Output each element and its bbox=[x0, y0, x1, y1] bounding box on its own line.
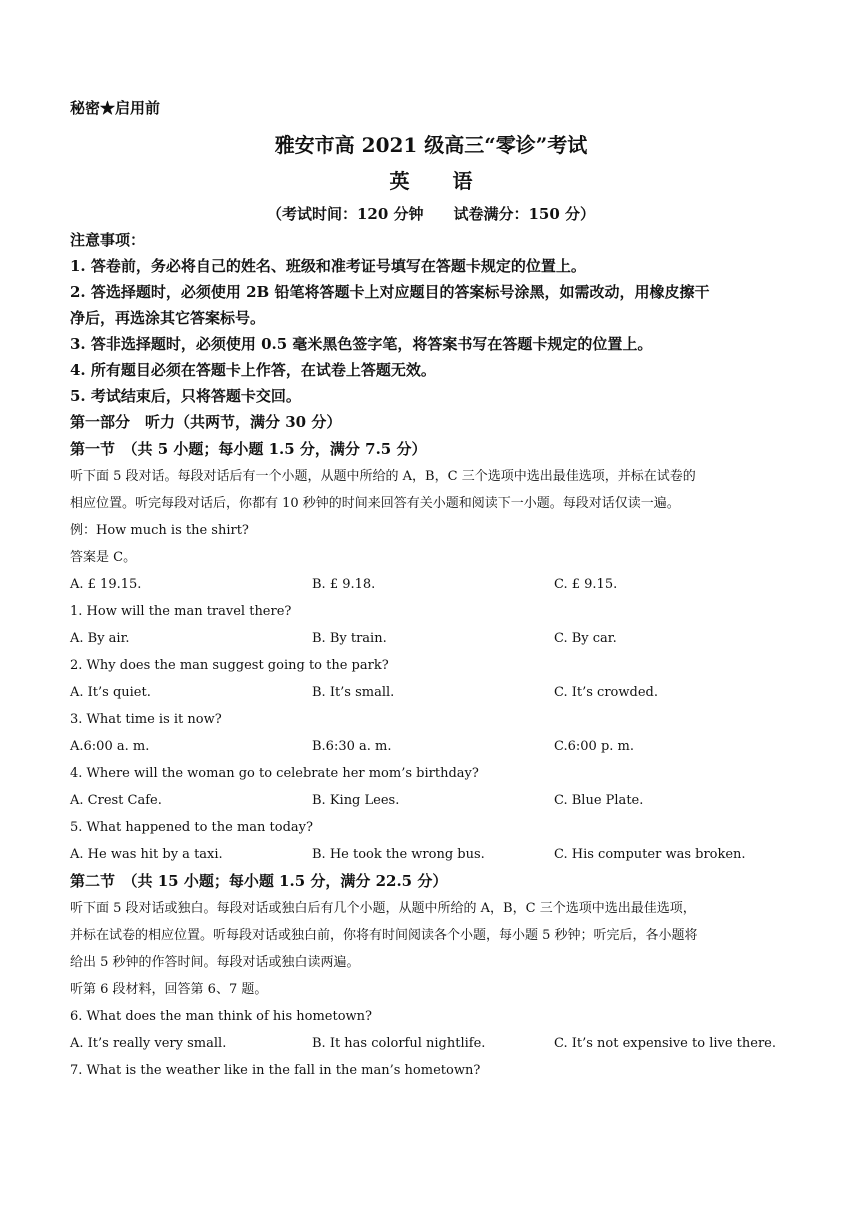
option-b: B. By train. bbox=[312, 631, 387, 646]
question-6-options bbox=[70, 1030, 792, 1057]
question-2-options bbox=[70, 679, 792, 706]
section2-intro: 并标在试卷的相应位置。听每段对话或独白前，你将有时间阅读各个小题，每小题 5 秒钟；听完后，各小题将 bbox=[70, 928, 698, 943]
option-c: C. By car. bbox=[554, 631, 617, 646]
option-a: A. Crest Cafe. bbox=[70, 793, 162, 808]
option-c: C. £ 9.15. bbox=[554, 577, 618, 592]
option-a: A. It’s quiet. bbox=[70, 685, 151, 700]
option-b: B. £ 9.18. bbox=[312, 577, 376, 592]
note-item: 3. 答非选择题时，必须使用 0.5 毫米黑色签字笔，将答案书写在答题卡规定的位置上。 bbox=[70, 335, 653, 353]
option-c: C. Blue Plate. bbox=[554, 793, 644, 808]
example-answer: 答案是 C。 bbox=[70, 550, 137, 565]
exam-page bbox=[70, 95, 792, 1084]
question-5-options bbox=[70, 841, 792, 868]
option-a: A.6:00 a. m. bbox=[70, 739, 150, 754]
part1-heading: 第一部分 听力（共两节，满分 30 分） bbox=[70, 413, 342, 431]
question-1-options bbox=[70, 625, 792, 652]
question-5: 5. What happened to the man today? bbox=[70, 820, 313, 835]
option-b: B.6:30 a. m. bbox=[312, 739, 392, 754]
section1-intro: 听下面 5 段对话。每段对话后有一个小题，从题中所给的 A，B，C 三个选项中选出最佳选项，并标在试卷的 bbox=[70, 469, 696, 484]
option-c: C. It’s not expensive to live there. bbox=[554, 1036, 777, 1051]
subject-title: 英 语 bbox=[389, 169, 491, 193]
option-b: B. King Lees. bbox=[312, 793, 400, 808]
note-item: 2. 答选择题时，必须使用 2B 铅笔将答题卡上对应题目的答案标号涂黑，如需改动，用橡皮擦干 bbox=[70, 283, 710, 301]
question-4: 4. Where will the woman go to celebrate her mom’s birthday? bbox=[70, 766, 479, 781]
option-a: A. £ 19.15. bbox=[70, 577, 142, 592]
section2-heading: 第二节 （共 15 小题；每小题 1.5 分，满分 22.5 分） bbox=[70, 872, 448, 890]
section1-intro: 相应位置。听完每段对话后，你都有 10 秒钟的时间来回答有关小题和阅读下一小题。每段对话仅读一遍。 bbox=[70, 496, 680, 511]
example-options bbox=[70, 571, 792, 598]
option-b: B. It has colorful nightlife. bbox=[312, 1036, 486, 1051]
exam-title: 雅安市高 2021 级高三“零诊”考试 bbox=[274, 133, 588, 157]
section1-heading: 第一节 （共 5 小题；每小题 1.5 分，满分 7.5 分） bbox=[70, 440, 427, 458]
notes-heading: 注意事项： bbox=[70, 231, 146, 249]
option-c: C.6:00 p. m. bbox=[554, 739, 634, 754]
section2-intro: 听下面 5 段对话或独白。每段对话或独白后有几个小题，从题中所给的 A，B，C 三个选项中选出最佳选项， bbox=[70, 901, 696, 916]
note-item: 净后，再选涂其它答案标号。 bbox=[70, 309, 266, 327]
option-c: C. It’s crowded. bbox=[554, 685, 658, 700]
question-3-options bbox=[70, 733, 792, 760]
option-b: B. He took the wrong bus. bbox=[312, 847, 485, 862]
question-3: 3. What time is it now? bbox=[70, 712, 222, 727]
secret-label: 秘密★启用前 bbox=[70, 99, 161, 117]
question-2: 2. Why does the man suggest going to the park? bbox=[70, 658, 389, 673]
question-6: 6. What does the man think of his hometown? bbox=[70, 1009, 373, 1024]
question-7: 7. What is the weather like in the fall in the man’s hometown? bbox=[70, 1063, 481, 1078]
question-4-options bbox=[70, 787, 792, 814]
note-item: 1. 答卷前，务必将自己的姓名、班级和准考证号填写在答题卡规定的位置上。 bbox=[70, 257, 586, 275]
example-question: 例：How much is the shirt? bbox=[70, 523, 249, 538]
option-a: A. It’s really very small. bbox=[70, 1036, 227, 1051]
note-item: 5. 考试结束后，只将答题卡交回。 bbox=[70, 387, 301, 405]
option-b: B. It’s small. bbox=[312, 685, 395, 700]
option-a: A. He was hit by a taxi. bbox=[70, 847, 223, 862]
material-instruction: 听第 6 段材料，回答第 6、7 题。 bbox=[70, 982, 268, 997]
option-a: A. By air. bbox=[70, 631, 130, 646]
section2-intro: 给出 5 秒钟的作答时间。每段对话或独白读两遍。 bbox=[70, 955, 360, 970]
exam-timing: （考试时间：120 分钟 试卷满分：150 分） bbox=[266, 205, 596, 223]
note-item: 4. 所有题目必须在答题卡上作答，在试卷上答题无效。 bbox=[70, 361, 436, 379]
question-1: 1. How will the man travel there? bbox=[70, 604, 292, 619]
option-c: C. His computer was broken. bbox=[554, 847, 746, 862]
